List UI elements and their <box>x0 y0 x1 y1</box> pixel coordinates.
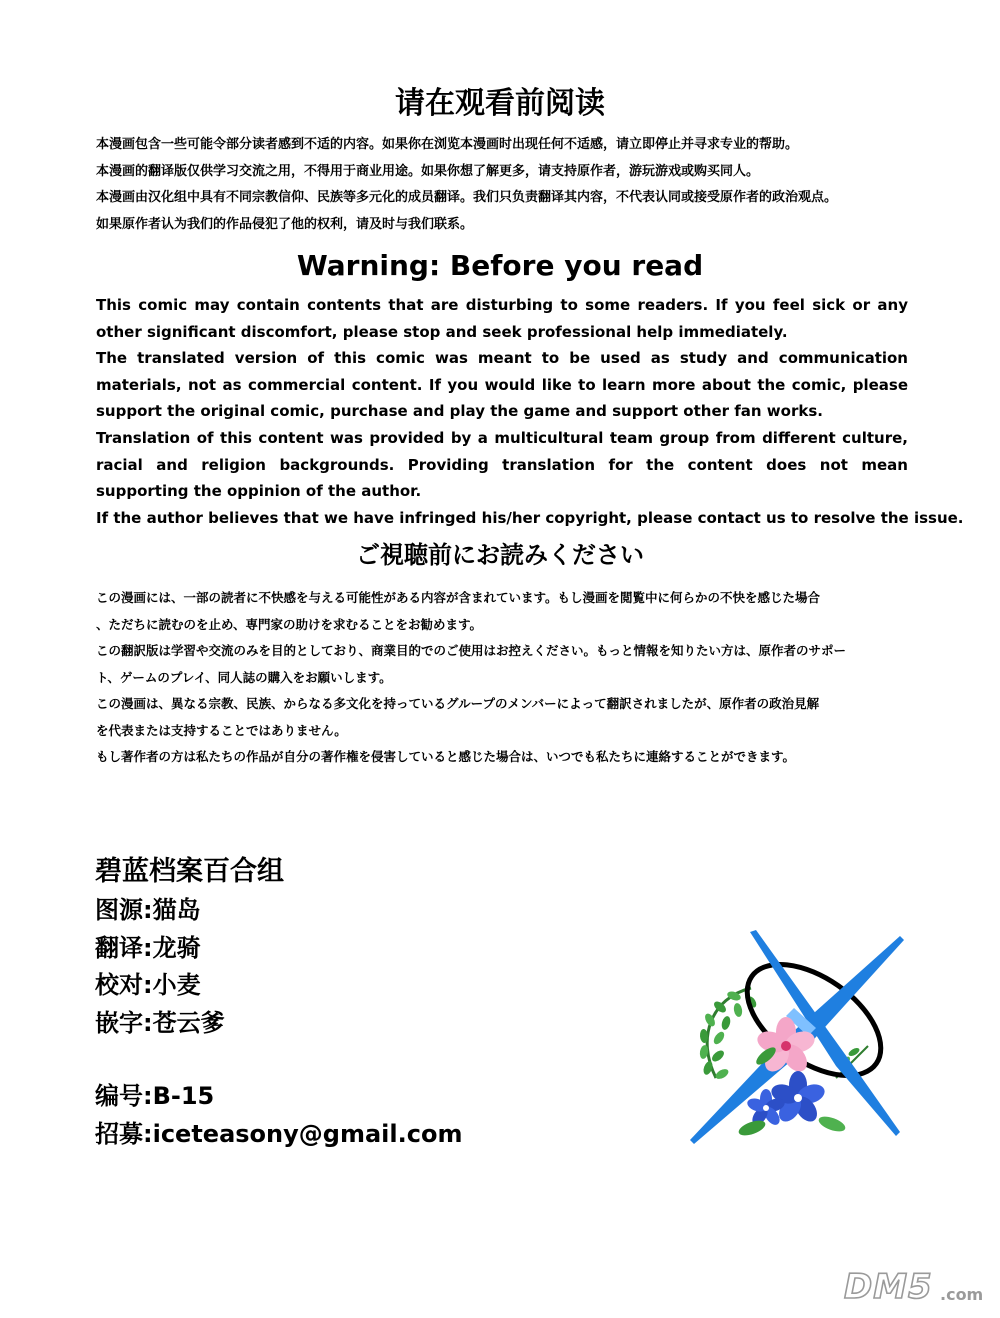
en-line-1: This comic may contain contents that are disturbing to some readers. If you feel sick or any other significant discomfort, please stop and seek professional help immediately. <box>96 296 908 341</box>
group-logo-icon <box>686 928 916 1150</box>
cn-notice <box>96 132 908 238</box>
jp-line-3: この翻訳版は学習や交流のみを目的としており、商業目的でのご使用はお控えください。もっと情報を知りたい方は、原作者のサポー <box>96 643 847 658</box>
jp-line-5: この漫画は、異なる宗教、民族、からなる多文化を持っているグループのメンバーによって翻訳されましたが、原作者の政治見解 <box>96 696 820 711</box>
group-name: 碧蓝档案百合组 <box>95 856 284 887</box>
credit-recruit: 招募:iceteasony@gmail.com <box>95 1119 463 1148</box>
cn-line-4: 如果原作者认为我们的作品侵犯了他的权利，请及时与我们联系。 <box>96 216 474 232</box>
jp-title: ご視聴前にお読みください <box>356 541 644 569</box>
credit-typesetting: 嵌字:苍云爹 <box>95 1008 225 1037</box>
credit-translation: 翻译:龙骑 <box>95 933 201 962</box>
cn-title: 请在观看前阅读 <box>395 86 605 121</box>
cn-line-2: 本漫画的翻译版仅供学习交流之用，不得用于商业用途。如果你想了解更多，请支持原作者，游玩游戏或购买同人。 <box>96 163 760 179</box>
en-line-2: The translated version of this comic was meant to be used as study and communication materials, not as commercial content. If you would like to learn more about the comic, please support the original comic, purchase and play the game and support other fan works. <box>96 349 908 421</box>
en-title: Warning: Before you read <box>296 249 704 282</box>
credits-spacer <box>95 1042 462 1078</box>
credit-proofreading: 校对:小麦 <box>95 971 201 999</box>
jp-notice <box>96 585 908 771</box>
jp-line-7: もし著作者の方は私たちの作品が自分の著作権を侵害していると感じた場合は、いつでも私たちに連絡することができます。 <box>96 749 796 764</box>
jp-line-6: を代表または支持することではありません。 <box>96 722 347 738</box>
cn-line-3: 本漫画由汉化组中具有不同宗教信仰、民族等多元化的成员翻译。我们只负责翻译其内容，不代表认同或接受原作者的政治观点。 <box>96 190 838 205</box>
credit-number: 编号:B-15 <box>95 1082 215 1110</box>
credit-source: 图源:猫岛 <box>95 896 201 924</box>
watermark-suffix: .com <box>940 1285 984 1304</box>
watermark-text: DM5 <box>844 1267 933 1306</box>
en-line-4: If the author believes that we have infringed his/her copyright, please contact us to resolve the issue. <box>96 508 964 527</box>
jp-line-2: 、ただちに読むのを止め、専門家の助けを求むることをお勧めます。 <box>96 616 483 632</box>
jp-line-4: ト、ゲームのプレイ、同人誌の購入をお願いします。 <box>96 669 392 685</box>
credits-block <box>95 852 462 1153</box>
en-line-3: Translation of this content was provided by a multicultural team group from different culture, racial and religion backgrounds. Providing translation for the content does not mean supporting the oppinion of the author. <box>96 428 908 501</box>
cn-line-1: 本漫画包含一些可能令部分读者感到不适的内容。如果你在浏览本漫画时出现任何不适感，请立即停止并寻求专业的帮助。 <box>96 137 799 152</box>
jp-line-1: この漫画には、一部の読者に不快感を与える可能性がある内容が含まれています。もし漫画を閲覧中に何らかの不快を感じた場合 <box>96 590 821 605</box>
site-watermark <box>842 1264 988 1306</box>
en-notice <box>96 292 964 531</box>
